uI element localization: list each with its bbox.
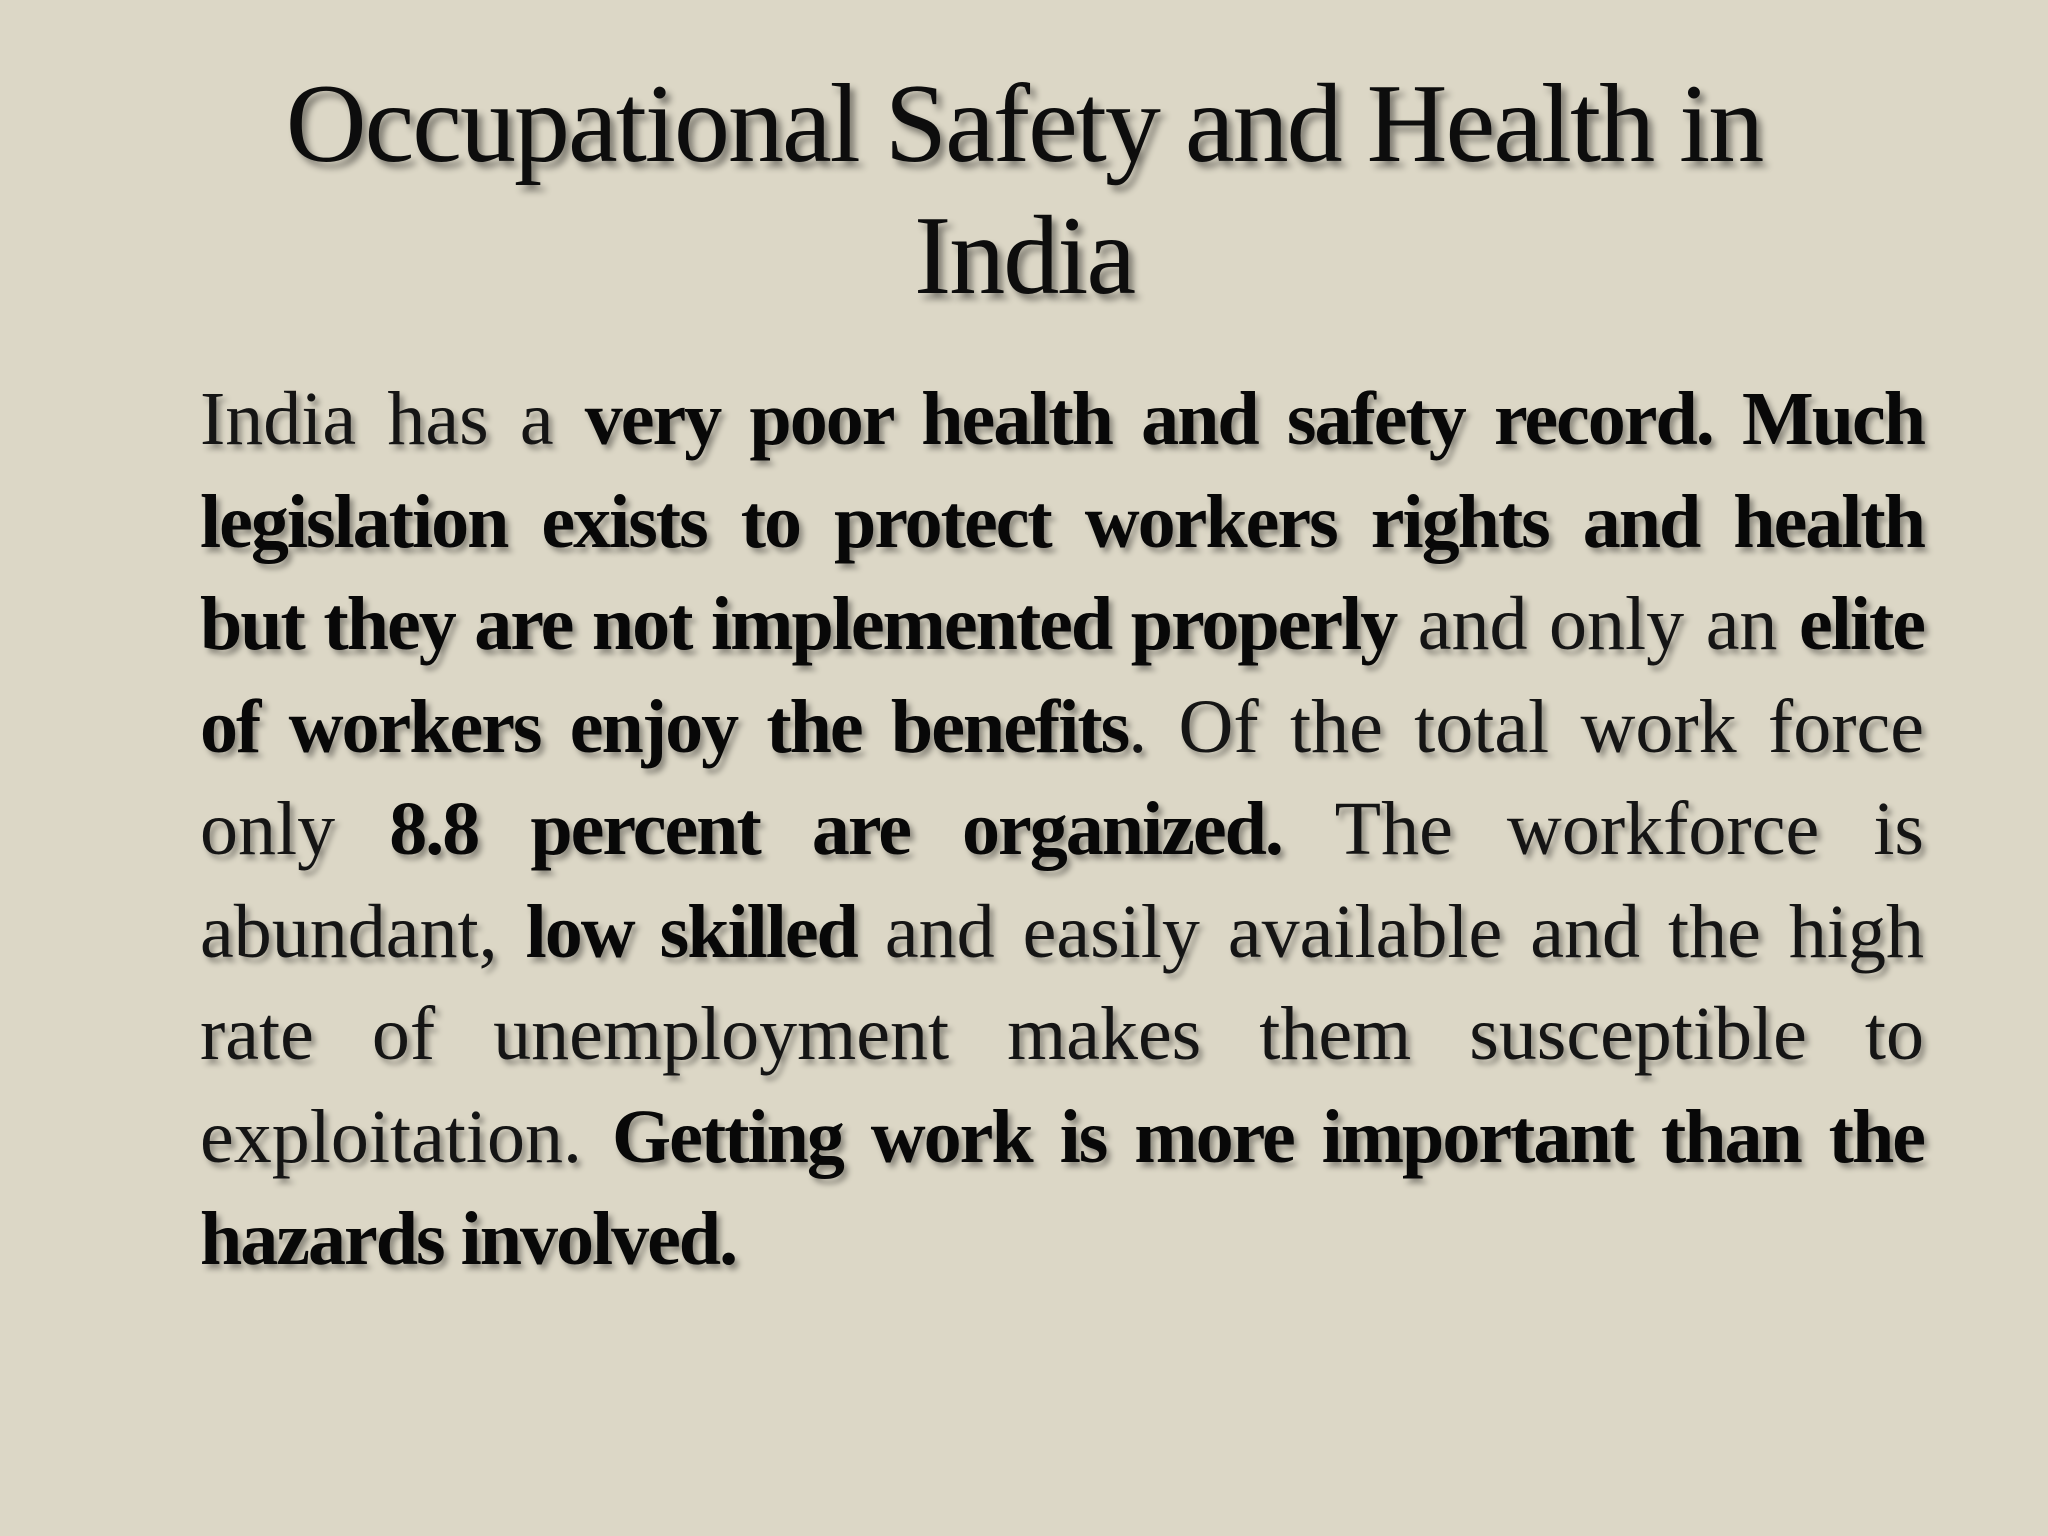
body-segment-plain: India has a	[200, 377, 585, 461]
body-segment-plain: The workforce is abundant,	[200, 787, 1925, 974]
body-segment-emphasis: low skilled	[525, 889, 857, 974]
slide-body-paragraph	[200, 368, 1924, 1291]
slide-title: Occupational Safety and Health in India	[285, 62, 1763, 318]
body-segment-plain: . Of the total work force only	[200, 684, 1924, 871]
body-segment-emphasis: very poor health and safety record. Much legislation exists to protect workers rights and health but they are not implemented properly	[200, 377, 1924, 666]
body-segment-emphasis: elite of workers enjoy the benefits	[200, 582, 1924, 769]
body-segment-emphasis: 8.8 percent are organized.	[389, 787, 1282, 871]
body-segment-emphasis: Getting work is more important than the hazards involved.	[200, 1094, 1924, 1281]
body-segment-plain: and easily available and the high rate of unemployment makes them susceptible to exploitation.	[200, 889, 1924, 1179]
body-segment-plain: and only an	[1396, 582, 1799, 666]
